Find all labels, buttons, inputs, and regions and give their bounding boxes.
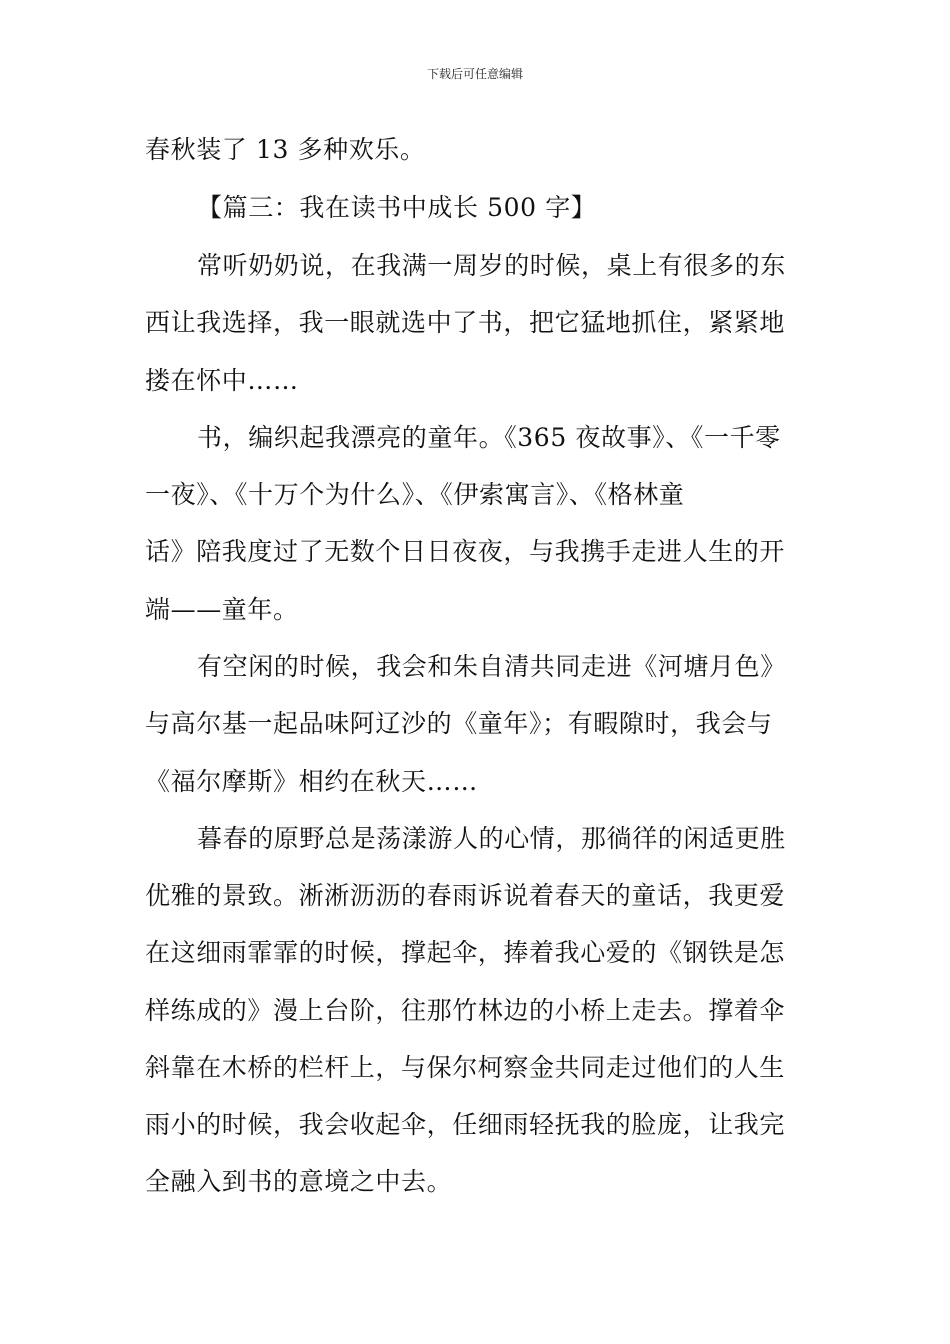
- text-line: 西让我选择，我一眼就选中了书，把它猛地抓住，紧紧地: [145, 308, 786, 337]
- text-line: 春秋装了 13 多种欢乐。: [145, 135, 426, 164]
- text-line: 雨小的时候，我会收起伞，任细雨轻抚我的脸庞，让我完: [145, 1110, 786, 1139]
- text-line: 与高尔基一起品味阿辽沙的《童年》；有暇隙时，我会与: [145, 709, 773, 738]
- text-line: 话》陪我度过了无数个日日夜夜，与我携手走进人生的开: [145, 537, 786, 566]
- text-line: 书，编织起我漂亮的童年。《365 夜故事》、《一千零: [197, 423, 781, 452]
- text-line: 常听奶奶说，在我满一周岁的时候，桌上有很多的东: [197, 251, 786, 280]
- page-header: 下载后可任意编辑: [426, 67, 523, 81]
- text-line: 暮春的原野总是荡漾游人的心情，那徜徉的闲适更胜: [197, 824, 786, 853]
- text-line: 样练成的》漫上台阶，往那竹林边的小桥上走去。撑着伞: [145, 996, 786, 1025]
- text-line: 端——童年。: [145, 595, 299, 624]
- section-title: 【篇三：我在读书中成长 500 字】: [197, 193, 597, 222]
- text-line: 全融入到书的意境之中去。: [145, 1167, 453, 1196]
- text-line: 有空闲的时候，我会和朱自清共同走进《河塘月色》: [197, 652, 786, 681]
- text-line: 优雅的景致。淅淅沥沥的春雨诉说着春天的童话，我更爱: [145, 881, 786, 910]
- text-line: 在这细雨霏霏的时候，撑起伞，捧着我心爱的《钢铁是怎: [145, 938, 786, 967]
- text-line: 搂在怀中……: [145, 366, 299, 395]
- text-line: 一夜》、《十万个为什么》、《伊索寓言》、《格林童: [145, 480, 685, 509]
- text-line: 斜靠在木桥的栏杆上，与保尔柯察金共同走过他们的人生: [145, 1053, 786, 1082]
- text-line: 《福尔摩斯》相约在秋天……: [145, 767, 478, 796]
